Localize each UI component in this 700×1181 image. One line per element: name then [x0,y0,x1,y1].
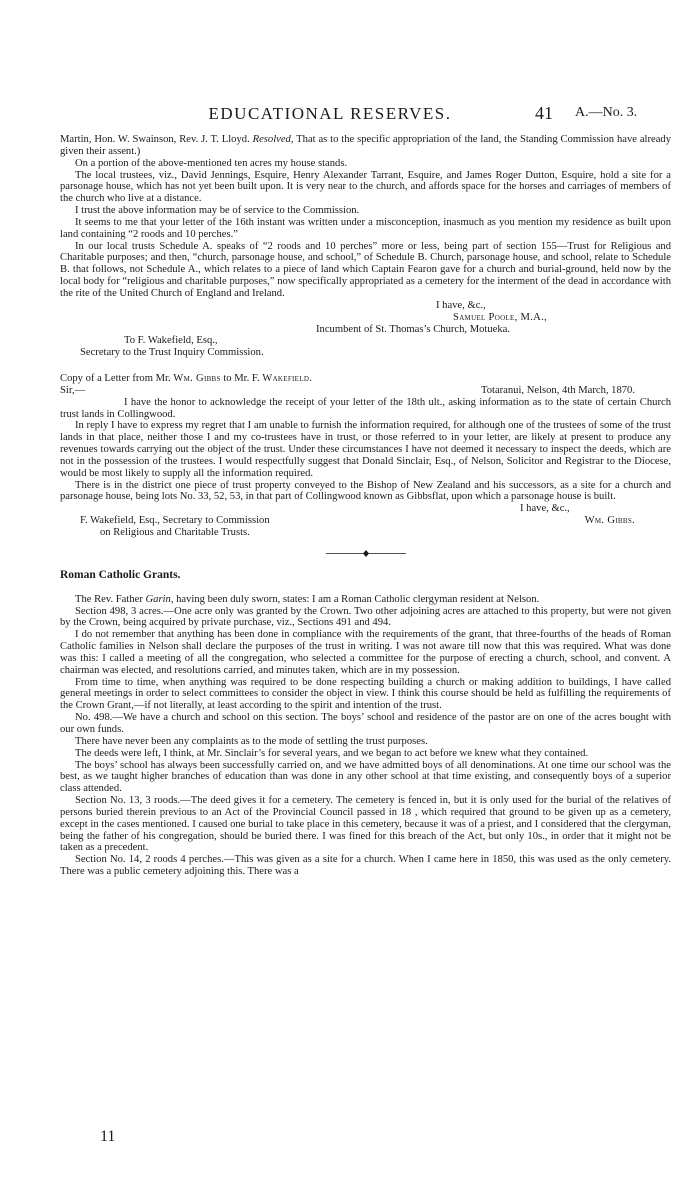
letter2-place-date: Totaranui, Nelson, 4th March, 1870. [480,384,635,396]
letter2-addressee-line2: on Religious and Charitable Trusts. [100,527,250,538]
letter2-addressee-line1: F. Wakefield, Esq., Secretary to Commission [80,515,270,527]
page-number: 41 [535,103,553,123]
letter1-closing: I have, &c., [436,299,486,311]
letter2-closing: I have, &c., [520,503,570,515]
letter2-signer: Wm. Gibbs. [584,515,635,527]
section-title: Roman Catholic Grants. [60,568,181,581]
page-body [60,134,671,878]
section-paragraph: Section No. 14, 2 roods 4 perches.—This was given as a site for a church. When I came here in 1850, this was used as the only cemetery. There was a public cemetery adjoining this. There was a [60,854,671,878]
letter1-signer: Samuel Poole, M.A., [453,311,547,323]
letter2-heading: Copy of a Letter from Mr. Wm. Gibbs to Mr. F. Wakefield. [60,373,312,385]
letter2-paragraph: In reply I have to express my regret that I am unable to furnish the information required, for although one of the trustees of some of the trust lands in that place, neither those I and my co-trustees have in trust, or those referred to in your letter, are likely at present to produce any revenues towards carrying out the object of the trust. Under these circumstances I have not deemed it necessary to inspect the deeds, which are not in the possession of the trustees. I would respectfully suggest that Donald Sinclair, Esq., of Nelson, Solicitor and Registrar to the Diocese, would be most likely to supply all the information required. [60,420,671,479]
document-reference: A.—No. 3. [575,105,638,120]
letter2-salutation-row [60,385,671,397]
section-paragraph: Section 498, 3 acres.—One acre only was granted by the Crown. Two other adjoining acres are attached to this property, but were not given by the Crown, being acquired by private purchase, viz., Sections 491 and 494. [60,605,671,629]
letter1-paragraph: In our local trusts Schedule A. speaks of “2 roods and 10 perches” more or less, being part of section 155—Trust for Religious and Charitable purposes; and then, “church, parsonage house, and school,” of Schedule B. Church, parsonage house, and school, relate to Schedule B. that follows, not Schedule A., which relates to a piece of land which Captain Fearon gave for a church and burial-ground, held now by the local body for “religious and charitable purposes,” now specifically appropriated as a cemetery for the interment of the dead in accordance with the rite of the United Church of England and Ireland. [60,240,671,299]
letter2-signature-block [60,515,671,527]
letter1-paragraph: The local trustees, viz., David Jennings, Esquire, Henry Alexander Tarrant, Esquire, and James Roger Dutton, Esquire, hold a site for a parsonage house, which has not yet been built upon. It is very near to the church, and affords space for the horses and carriages of members of the church who live at a distance. [60,169,671,205]
letter1-paragraph: On a portion of the above-mentioned ten acres my house stands. [75,157,348,169]
letter1-addressee-line2: Secretary to the Trust Inquiry Commission. [80,347,264,359]
page-header [60,104,680,124]
section-paragraph: There have never been any complaints as to the mode of settling the trust purposes. [75,735,428,747]
letter1-paragraph: It seems to me that your letter of the 16th instant was written under a misconception, inasmuch as you mention my residence as built upon land containing “2 roods and 10 perches.” [60,216,671,240]
letter1-addressee-line1: To F. Wakefield, Esq., [124,335,218,347]
section-paragraph: The boys’ school has always been successfully carried on, and we have admitted boys of all denominations. At one time our school was the best, as we taught higher branches of education than was done in any other school at that time existing, and consequently boys of a superior class attended. [60,759,671,795]
sheet-number: 11 [100,1128,116,1145]
section-divider [326,549,406,558]
letter2-salutation: Sir,— [60,384,86,396]
running-title: EDUCATIONAL RESERVES. [208,104,452,123]
section-paragraph: From time to time, when anything was required to be done respecting building a church or making addition to buildings, I have called general meetings in order to select committees to consider the object in view. I think this course should be held as fulfilling the requirements of the Crown Grant,—if not literally, at least according to the spirit and intention of the trust. [60,676,671,712]
letter1-paragraph: Martin, Hon. W. Swainson, Rev. J. T. Lloyd. Resolved, That as to the specific appropriation of the land, the Standing Commission have already given their assent.) [60,134,671,157]
section-paragraph: Section No. 13, 3 roods.—The deed gives it for a cemetery. The cemetery is fenced in, but it is only used for the burial of the relatives of persons buried therein previous to an Act of the Provincial Council passed in 18 , which required that ground to be given up as a cemetery, except in the cases mentioned. I caused one burial to take place in this cemetery, because it was of a priest, and I considered that the clergyman, being the father of his congregation, should be buried there. I was fined for this breach of the Act, but only 10s., in order that it might not be taken as a precedent. [60,795,671,854]
section-paragraph: No. 498.—We have a church and school on this section. The boys’ school and residence of the pastor are on one of the acres bought with our own funds. [60,712,671,735]
letter1-paragraph: I trust the above information may be of service to the Commission. [75,205,360,217]
letter2-paragraph: There is in the district one piece of trust property conveyed to the Bishop of New Zealand and his successors, as a site for a church and parsonage house, being lots No. 33, 52, 53, in that part of Collingwood known as Gibbsflat, upon which a parsonage house is built. [60,479,671,503]
letter2-paragraph: I have the honor to acknowledge the receipt of your letter of the 18th ult., asking information as to the state of certain Church trust lands in Collingwood. [60,396,671,420]
letter1-signer-title: Incumbent of St. Thomas’s Church, Motueka. [316,323,510,335]
section-paragraph: The Rev. Father Garin, having been duly sworn, states: I am a Roman Catholic clergyman resident at Nelson. [75,593,540,605]
section-paragraph: The deeds were left, I think, at Mr. Sinclair’s for several years, and we began to act before we knew what they contained. [75,747,589,759]
section-paragraph: I do not remember that anything has been done in compliance with the requirements of the grant, that three-fourths of the heads of Roman Catholic families in Nelson shall declare the purposes of the trust in writing. I was not aware till now that this was required. What was done was this: I called a meeting of all the congregation, who selected a committee for the purpose of erecting a church, school, and convent. A chairman was elected, and resolutions carried, and minutes taken, which are in my possession. [60,629,671,676]
